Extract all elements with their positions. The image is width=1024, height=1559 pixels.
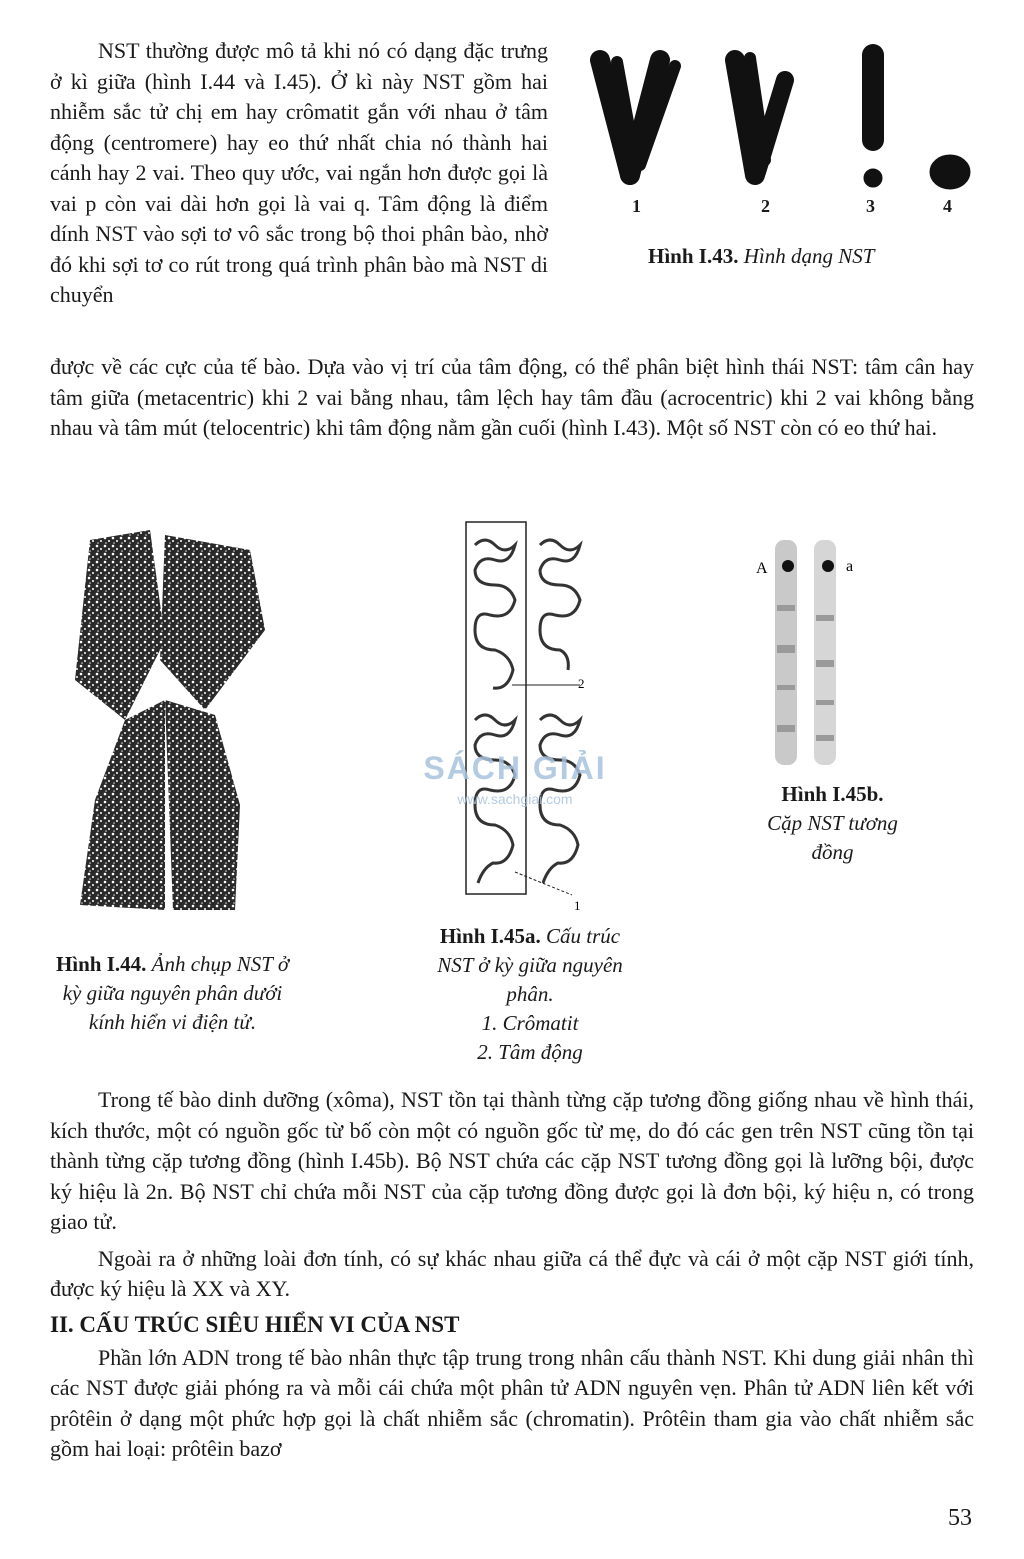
label-chromatid: 1 [574,898,581,913]
caption-label: Hình I.45a. [439,924,541,948]
caption-label: Hình I.44. [55,952,147,976]
paragraph-ultrastructure: Phần lớn ADN trong tế bào nhân thực tập trung trong nhân cấu thành NST. Khi dung giải nhân thì các NST được giải phóng ra và mỗi cái chứa một phân tử ADN nguyên vẹn. Phân tử ADN liên kết với prôtêin ở dạng một phức hợp gọi là chất nhiễm sắc (chromatin). Prôtêin tham gia vào chất nhiễm sắc gồm hai loại: prôtêin bazơ [50,1344,974,1461]
figure-caption-1-45a [420,922,640,1067]
figure-caption-1-43 [648,242,928,271]
caption-item-centromere: 2. Tâm động [477,1040,583,1064]
figure-caption-1-44 [55,950,290,1037]
page-number: 53 [948,1505,972,1531]
caption-text: Ảnh chụp NST ở kỳ giữa nguyên phân dưới kính hiển vi điện tử. [62,952,290,1034]
watermark-url: www.sachgiai.com [457,791,573,807]
watermark-title: SÁCH GIẢI [423,750,607,786]
micrograph-image [55,520,280,920]
intro-paragraph-top: NST thường được mô tả khi nó có dạng đặc trưng ở kì giữa (hình I.44 và I.45). Ở kì này NST gồm hai nhiễm sắc tử chị em hay crômatit gắn với nhau ở tâm động (centromere) hay eo thứ nhất chia nó thành hai cánh hay 2 vai. Theo quy ước, vai ngắn hơn được gọi là vai p còn vai dài hơn gọi là vai q. Tâm động là điểm dính NST vào sợi tơ vô sắc trong bộ thoi phân bào, nhờ đó khi sợi tơ co rút trong quá trình phân bào mà NST di chuyển [50,38,548,307]
figure-electron-micrograph [55,520,280,920]
shape-number-1: 1 [632,196,641,216]
paragraph-sex-chromosomes: Ngoài ra ở những loài đơn tính, có sự khác nhau giữa cá thể đực và cái ở một cặp NST giới tính, được ký hiệu là XX và XY. [50,1245,974,1301]
body-text [50,1085,974,1465]
caption-item-chromatid: 1. Crômatit [481,1011,579,1035]
caption-text: Cặp NST tương đồng [767,811,898,864]
homologous-pair-drawing [750,535,870,775]
caption-label: Hình I.43. [648,244,739,268]
section-heading: II. CẤU TRÚC SIÊU HIỂN VI CỦA NST [50,1311,460,1337]
watermark-logo [410,750,620,807]
paragraph-somatic-cells: Trong tế bào dinh dưỡng (xôma), NST tồn tại thành từng cặp tương đồng giống nhau về hình thái, kích thước, một có nguồn gốc từ bố còn một có nguồn gốc từ mẹ, do đó các gen trên NST cũng tồn tại thành từng cặp tương đồng (hình I.45b). Bộ NST chứa các cặp NST tương đồng gọi là lưỡng bội, được ký hiệu là 2n. Bộ NST chỉ chứa mỗi NST của cặp tương đồng được gọi là đơn bội, ký hiệu n, có trong giao tử. [50,1087,974,1234]
allele-label-a: a [846,558,854,575]
label-centromere: 2 [578,676,585,691]
caption-text: Hình dạng NST [743,244,875,268]
caption-text: Cấu trúc NST ở kỳ giữa nguyên phân. [437,924,623,1006]
figure-chromosome-structure [460,520,610,920]
caption-label: Hình I.45b. [781,782,884,806]
chromosome-structure-drawing [460,520,610,920]
intro-paragraph-continued: được về các cực của tế bào. Dựa vào vị trí của tâm động, có thể phân biệt hình thái NST: tâm cân hay tâm giữa (metacentric) khi 2 vai bằng nhau, tâm lệch hay tâm đầu (acrocentric) khi 2 vai không bằng nhau và tâm mút (telocentric) khi tâm động nằm gần cuối (hình I.43). Một số NST còn có eo thứ hai. [50,354,974,440]
shape-number-3: 3 [866,196,875,216]
figure-homologous-pair [750,535,870,775]
allele-label-A: A [756,560,768,577]
chromosome-shapes-drawing [585,40,985,200]
shape-number-2: 2 [761,196,770,216]
shape-number-4: 4 [943,196,952,216]
figure-caption-1-45b [750,780,915,867]
